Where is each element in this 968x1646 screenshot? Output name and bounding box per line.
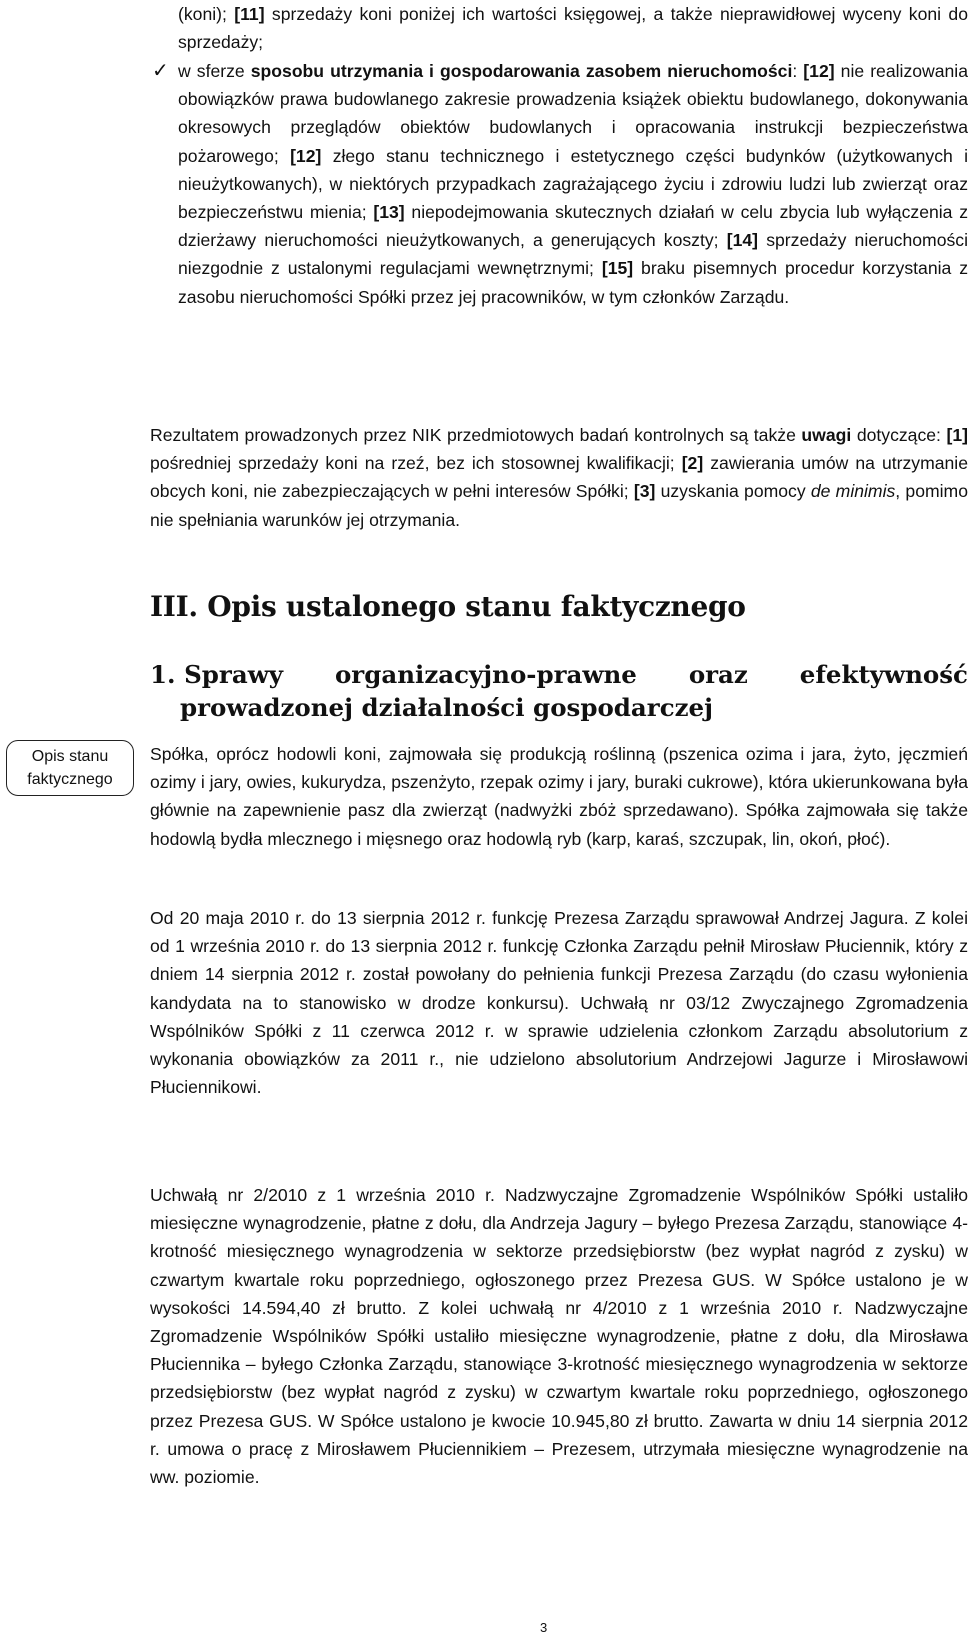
paragraph-management <box>150 904 968 1101</box>
section-heading: III. Opis ustalonego stanu faktycznego <box>150 590 746 623</box>
paragraph-text: Spółka, oprócz hodowli koni, zajmowała się produkcją roślinną (pszenica ozima i jara, żyto, jęczmień ozimy i jary, owies, kukurydza, pszenżyto, rzepak ozimy i jary, buraki cukrowe), która ukierunkowana była głównie na zapewnienie pasz dla zwierząt (nadwyżki zbóż sprzedawano). Spółka zajmowała się także hodowlą bydła mlecznego i mięsnego oraz hodowlą ryb (karp, karaś, szczupak, lin, okoń, płoć). <box>150 744 968 849</box>
ref-12b: [12] <box>290 145 322 166</box>
margin-note-line: faktycznego <box>27 771 113 788</box>
text-run: uzyskania pomocy <box>655 481 811 502</box>
subsection-heading-line2: prowadzonej działalności gospodarczej <box>180 693 713 722</box>
paragraph-text: Od 20 maja 2010 r. do 13 sierpnia 2012 r. funkcję Prezesa Zarządu sprawował Andrzej Jagura. Z kolei od 1 września 2010 r. do 13 sierpnia 2012 r. funkcję Członka Zarządu pełnił Mirosław Płuciennik, który z dniem 14 sierpnia 2012 r. został powołany do pełnienia funkcji Prezesa Zarządu (do czasu wyłonienia kandydata na to stanowisko w drodze konkursu). Uchwałą nr 03/12 Zwyczajnego Zgromadzenia Wspólników Spółki z 11 czerwca 2012 r. w sprawie udzielenia członkom Zarządu absolutorium z wykonania obowiązków za 2011 r., nie udzielono absolutorium Andrzejowi Jagurze i Mirosławowi Płuciennikowi. <box>150 908 968 1098</box>
heading-word: Sprawy <box>184 660 284 689</box>
uwagi-bold: uwagi <box>801 425 852 445</box>
ref-15: [15] <box>601 258 634 279</box>
ref-1: [1] <box>946 425 968 445</box>
text-run: dotyczące: <box>851 425 947 445</box>
bullet-text <box>178 57 968 311</box>
text-run: w sferze <box>178 61 251 81</box>
paragraph-remuneration <box>150 1181 968 1491</box>
text-run: sprzedaży koni poniżej ich wartości księgowej, a także nieprawidłowej wyceny koni do sprzedaży; <box>178 4 968 53</box>
ref-2: [2] <box>681 453 704 474</box>
heading-word: oraz <box>688 660 748 689</box>
continuation-text <box>178 0 968 56</box>
ref-12a: [12] <box>803 61 835 81</box>
subsection-heading-first <box>150 660 283 689</box>
ref-3: [3] <box>633 481 656 502</box>
paragraph-text: Uchwałą nr 2/2010 z 1 września 2010 r. Nadzwyczajne Zgromadzenie Wspólników Spółki ustaliło miesięczne wynagrodzenie, płatne z dołu, dla Andrzeja Jagury – byłego Prezesa Zarządu, stanowiące 4-krotność miesięcznego wynagrodzenia w sektorze przedsiębiorstw (bez wypłat nagród z zysku) w czwartym kwartale roku poprzedniego, ogłoszonego przez Prezesa GUS. W Spółce ustalono je w wysokości 14.594,40 zł brutto. Z kolei uchwałą nr 4/2010 z 1 września 2010 r. Nadzwyczajne Zgromadzenie Wspólników Spółki ustaliło miesięczne wynagrodzenie, płatne z dołu, dla Mirosława Płuciennika – byłego Członka Zarządu, stanowiące 3-krotność miesięcznego wynagrodzenia w sektorze przedsiębiorstw (bez wypłat nagród z zysku) w czwartym kwartale roku poprzedniego, ogłoszonego przez Prezesa GUS. W Spółce ustalono je kwocie 10.945,80 zł brutto. Zawarta w dniu 14 sierpnia 2012 r. umowa o pracę z Mirosławem Płuciennikiem – Prezesem, utrzymała miesięczne wynagrodzenie na ww. poziomie. <box>150 1185 968 1488</box>
remarks-paragraph <box>150 421 968 534</box>
text-run: Rezultatem prowadzonych przez NIK przedmiotowych badań kontrolnych są także <box>150 425 802 445</box>
margin-note-line: Opis stanu <box>31 748 109 765</box>
ref-14: [14] <box>726 230 759 251</box>
text-run: sprzedaży nieruchomości niezgodnie z ustalonymi regulacjami wewnętrznymi; <box>178 230 968 279</box>
de-minimis-italic: de minimis <box>810 481 896 502</box>
text-run: nie realizowania obowiązków prawa budowlanego zakresie prowadzenia książek obiektu budowlanego, dokonywania okresowych przeglądów obiektów budowlanych i opracowania instrukcji bezpieczeństwa pożarowego; <box>178 61 968 166</box>
heading-word: efektywność <box>799 660 968 689</box>
heading-word: organizacyjno-prawne <box>334 660 637 689</box>
checkmark-icon: ✓ <box>152 58 169 82</box>
text-run: zawierania umów na utrzymanie obcych koni, nie zabezpieczających w pełni interesów Spółki; <box>150 453 968 502</box>
ref-11: [11] <box>234 4 265 24</box>
ref-13: [13] <box>373 202 405 223</box>
text-run: braku pisemnych procedur korzystania z zasobu nieruchomości Spółki przez jej pracowników, w tym członków Zarządu. <box>178 258 968 307</box>
text-run: (koni); <box>178 4 235 24</box>
paragraph-production <box>150 740 968 853</box>
bullet-title: sposobu utrzymania i gospodarowania zasobem nieruchomości <box>250 61 793 81</box>
text-run: pośredniej sprzedaży koni na rzeź, bez ich stosownej kwalifikacji; <box>150 453 682 474</box>
text-run: , pomimo nie spełniania warunków jej otrzymania. <box>150 481 968 530</box>
margin-note <box>6 740 134 796</box>
text-run: złego stanu technicznego i estetycznego części budynków (użytkowanych i nieużytkowanych), w niektórych przypadkach zagrażającego życiu i zdrowiu ludzi lub zwierząt oraz bezpieczeństwu mienia; <box>178 145 968 223</box>
page-number: 3 <box>540 1620 548 1635</box>
subsection-heading-line1 <box>150 660 968 689</box>
text-run: : <box>792 61 798 81</box>
text-run: niepodejmowania skutecznych działań w celu zbycia lub wyłączenia z dzierżawy nieruchomości nieużytkowanych, a generujących koszty; <box>178 202 968 251</box>
subsection-number: 1. <box>150 660 176 689</box>
